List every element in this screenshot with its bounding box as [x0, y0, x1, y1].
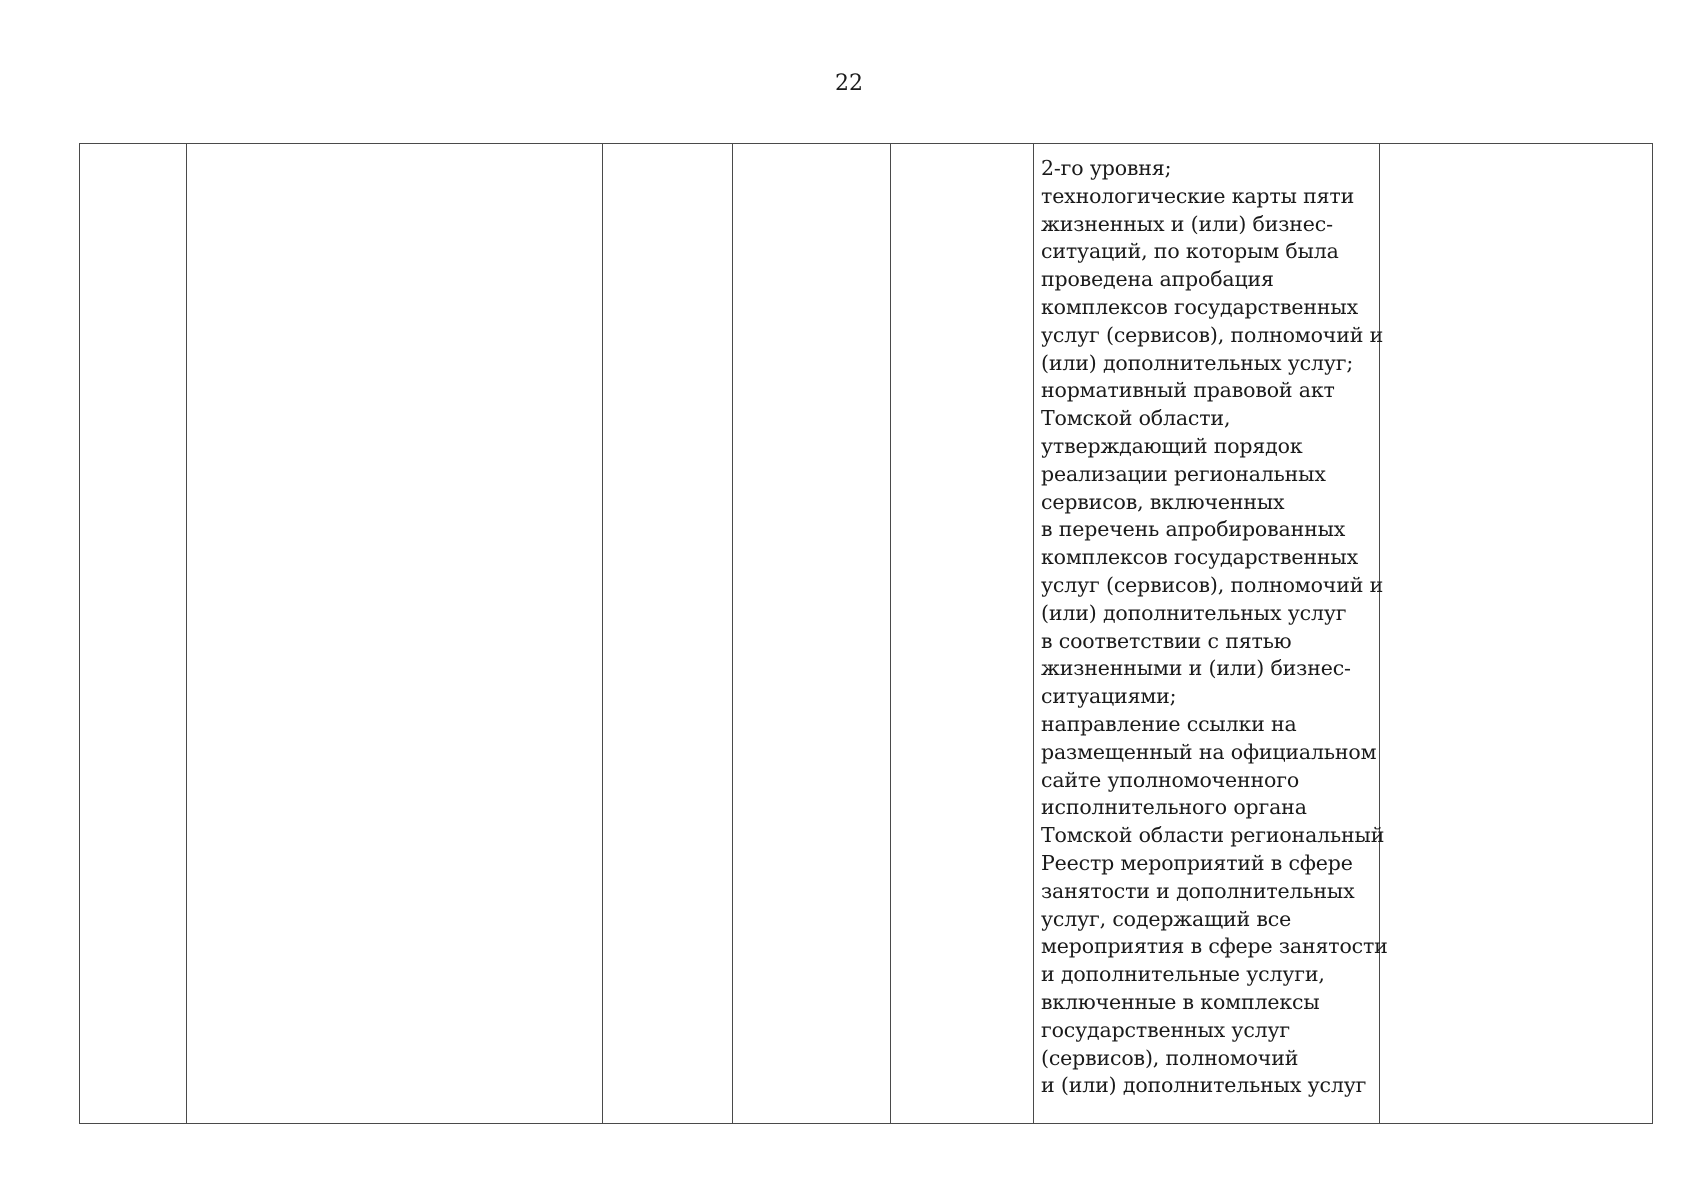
cell-text-line: жизненными и (или) бизнес- [1041, 656, 1351, 681]
cell-text-line: и дополнительные услуги, [1041, 962, 1325, 987]
document-table [79, 143, 1653, 1124]
cell-text-line: жизненных и (или) бизнес- [1041, 211, 1333, 236]
page-number: 22 [835, 71, 863, 96]
cell-text-line: Реестр мероприятий в сфере [1041, 850, 1353, 875]
table-cell-col3 [603, 144, 733, 1124]
cell-text-line: (или) дополнительных услуг; [1041, 350, 1354, 375]
cell-text-line: размещенный на официальном [1041, 739, 1377, 764]
cell-text-line: (или) дополнительных услуг [1041, 600, 1347, 625]
cell-text-line: услуг, содержащий все [1041, 906, 1292, 931]
table-cell-col7 [1380, 144, 1653, 1124]
table-cell-col4 [733, 144, 891, 1124]
cell-text-line: ситуациями; [1041, 684, 1177, 709]
table-cell-col6 [1034, 144, 1388, 1124]
cell-text-line: мероприятия в сфере занятости [1041, 934, 1388, 959]
cell-text-line: технологические карты пяти [1041, 183, 1355, 208]
cell-text-line: Томской области региональный [1041, 823, 1385, 848]
cell-text-line: государственных услуг [1041, 1017, 1291, 1042]
table-cell-col2 [187, 144, 603, 1124]
table-row [80, 144, 1653, 1124]
cell-text-line: комплексов государственных [1041, 294, 1359, 319]
cell-text-line: реализации региональных [1041, 461, 1326, 486]
cell-text-line: включенные в комплексы [1041, 989, 1320, 1014]
cell-text-line: (сервисов), полномочий [1041, 1045, 1299, 1070]
cell-text-line: в соответствии с пятью [1041, 628, 1292, 653]
table-cell-col5 [891, 144, 1034, 1124]
table-cell-col1 [80, 144, 187, 1124]
cell-text-line: утверждающий порядок [1041, 433, 1303, 458]
cell-text-line: направление ссылки на [1041, 711, 1297, 736]
cell-text-line: 2-го уровня; [1041, 156, 1172, 180]
cell-text-line: Томской области, [1041, 406, 1231, 431]
cell-text-line: комплексов государственных [1041, 545, 1359, 570]
cell-text-line: исполнительного органа [1041, 795, 1307, 820]
cell-text-line: нормативный правовой акт [1041, 378, 1335, 403]
cell-text-line: проведена апробация [1041, 267, 1274, 292]
cell-text-line: в перечень апробированных [1041, 517, 1346, 542]
cell-text-line: сайте уполномоченного [1041, 767, 1300, 792]
cell-text-line: услуг (сервисов), полномочий и [1041, 572, 1384, 597]
cell-text-line: услуг (сервисов), полномочий и [1041, 322, 1384, 347]
cell-text-line: сервисов, включенных [1041, 489, 1285, 514]
cell-text-line: и (или) дополнительных услуг [1041, 1073, 1367, 1098]
cell-text-line: занятости и дополнительных [1041, 878, 1355, 903]
cell-text-line: ситуаций, по которым была [1041, 239, 1339, 264]
